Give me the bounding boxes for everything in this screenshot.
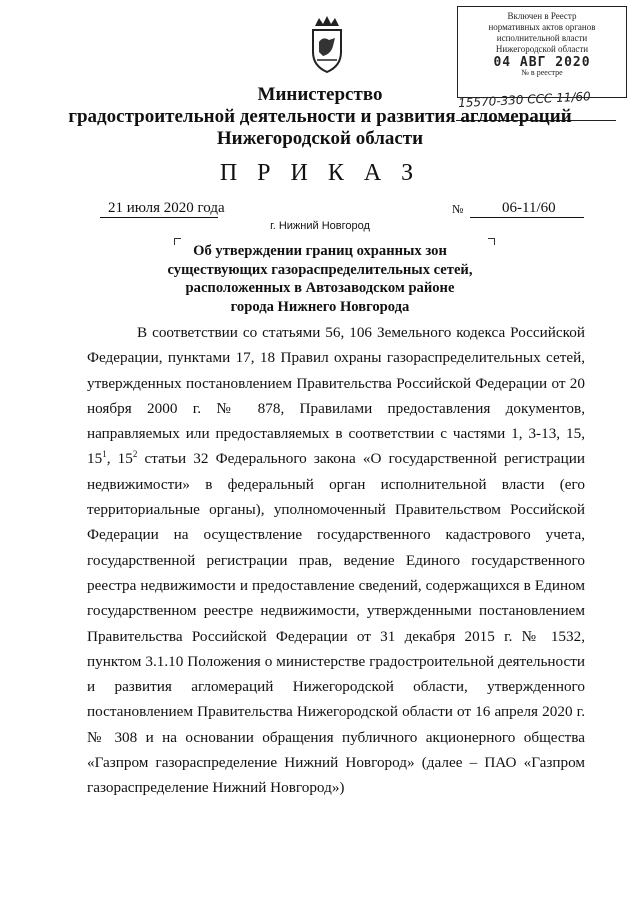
coat-of-arms-icon	[305, 12, 349, 76]
stamp-line-3: исполнительной власти	[496, 33, 588, 43]
body-text-2: , 15	[106, 450, 133, 468]
stamp-line-4: Нижегородской области	[495, 44, 589, 54]
body-text-1: В соответствии со статьями 56, 106 Земельного кодекса Российской Федерации, пунктами 17, 18 Правил охраны газораспределительных сетей, утвержденных постановлением Правительства Российской Федерации от 20 ноября 2000 г. № 878, Правилами предоставления документов, направляемых или предоставляемых в соответствии с частями 1, 3-13, 15, 15	[87, 324, 585, 468]
document-date: 21 июля 2020 года	[108, 200, 225, 216]
document-city: г. Нижний Новгород	[270, 220, 370, 232]
stamp-reg-label: № в реестре	[521, 68, 563, 77]
subject-line-2: существующих газораспределительных сетей,	[167, 261, 473, 278]
body-superscript-2: 2	[132, 449, 138, 460]
document-subject	[0, 242, 640, 316]
stamp-date: 04 АВГ 2020	[493, 55, 591, 70]
document-number: 06-11/60	[502, 200, 556, 216]
ministry-title-line-2: градостроительной деятельности и развития агломераций	[68, 106, 572, 127]
body-superscript-1: 1	[102, 449, 107, 460]
date-underline	[100, 217, 218, 218]
document-body	[87, 320, 585, 801]
subject-line-4: города Нижнего Новгорода	[230, 298, 410, 315]
document-type: П Р И К А З	[219, 160, 421, 186]
body-text-3: статьи 32 Федерального закона «О государственной регистрации недвижимости» в федеральный орган исполнительной власти (его территориальные органы), уполномоченный Правительством Российской Федерации на осуществление государственного кадастрового учета, государственной регистрации прав, ведение Единого государственного реестра недвижимости и предоставление сведений, содержащихся в Едином государственном реестре недвижимости, утвержденными постановлением Правительства Российской Федерации от 31 декабря 2015 г. № 1532, пунктом 3.1.10 Положения о министерстве градостроительной деятельности и развития агломераций Нижегородской области, утвержденного постановлением Правительства Нижегородской области от 16 апреля 2020 г. № 308 и на основании обращения публичного акционерного общества «Газпром газораспределение Нижний Новгород» (далее – ПАО «Газпром газораспределение Нижний Новгород»)	[87, 450, 585, 797]
ministry-title: Министерство	[257, 84, 383, 105]
subject-line-1: Об утверждении границ охранных зон	[193, 243, 447, 259]
number-label: №	[452, 202, 464, 216]
stamp-line-1: Включен в Реестр	[507, 11, 577, 21]
number-underline	[470, 217, 584, 218]
ministry-region: Нижегородской области	[216, 128, 424, 149]
subject-line-3: расположенных в Автозаводском районе	[185, 280, 455, 296]
body-paragraph	[87, 320, 585, 801]
stamp-line-2: нормативных актов органов	[488, 22, 596, 32]
handwritten-registry-number: 15570-330 ССС 11/60	[457, 89, 592, 111]
